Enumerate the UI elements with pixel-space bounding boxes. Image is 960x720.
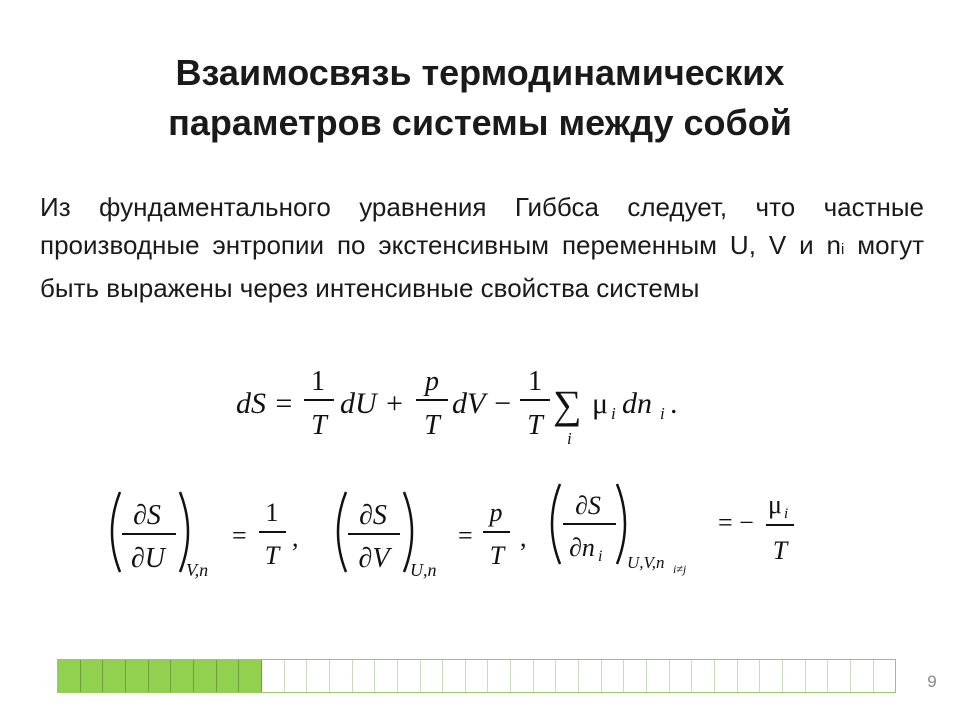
progress-cell-filled: [239, 660, 262, 692]
progress-cell-empty: [421, 660, 444, 692]
gibbs-t1-num: 1: [311, 366, 325, 397]
slide-title-line-2: параметров системы между собой: [168, 102, 792, 143]
partial-2-den: ∂V: [358, 543, 390, 574]
progress-cell-empty: [466, 660, 489, 692]
gibbs-t2-num: p: [425, 366, 439, 397]
progress-cell-empty: [738, 660, 761, 692]
progress-cell-filled: [103, 660, 126, 692]
progress-cell-empty: [874, 660, 896, 692]
progress-cell-filled: [171, 660, 194, 692]
partial-3-sub-sub: i≠j: [673, 562, 687, 576]
gibbs-lhs: dS =: [236, 387, 294, 420]
partial-3-rnum-sub: i: [784, 506, 789, 522]
progress-cell-empty: [443, 660, 466, 692]
progress-cell-empty: [715, 660, 738, 692]
gibbs-t2-var: dV −: [452, 387, 513, 420]
progress-cell-empty: [285, 660, 308, 692]
progress-cell-empty: [534, 660, 557, 692]
gibbs-mu-sub: i: [611, 404, 616, 423]
progress-cell-empty: [806, 660, 829, 692]
partial-3-den-sub: i: [598, 548, 603, 565]
partial-2-sep: ,: [520, 523, 527, 552]
progress-cell-empty: [692, 660, 715, 692]
partial-2-sub: U,n: [410, 560, 437, 580]
gibbs-sum-sign: ∑: [553, 382, 582, 427]
gibbs-t1-den: T: [311, 410, 327, 441]
progress-cell-empty: [488, 660, 511, 692]
gibbs-end: .: [670, 387, 678, 420]
progress-cell-empty: [760, 660, 783, 692]
body-text-part-1: Из фундаментального уравнения Гиббса следует, что частные производные энтропии по экстенсивным переменным U, V и n: [40, 192, 924, 260]
progress-cell-empty: [851, 660, 874, 692]
progress-cell-empty: [647, 660, 670, 692]
gibbs-dn: dn: [622, 387, 652, 420]
progress-cell-empty: [624, 660, 647, 692]
progress-cell-empty: [511, 660, 534, 692]
body-text-subscript: i: [841, 241, 845, 258]
progress-cell-empty: [330, 660, 353, 692]
progress-cell-empty: [353, 660, 376, 692]
progress-cell-empty: [602, 660, 625, 692]
partial-1-num: ∂S: [133, 500, 161, 531]
partial-1-eq: =: [232, 521, 247, 550]
partial-3-rnum: μ: [768, 490, 782, 519]
progress-cell-filled: [126, 660, 149, 692]
progress-cell-empty: [556, 660, 579, 692]
gibbs-mu: μ: [592, 387, 609, 420]
progress-cell-empty: [783, 660, 806, 692]
body-text-part-2: могут быть выражены через интенсивные свойства системы: [40, 230, 925, 303]
partial-2-eq: =: [458, 521, 473, 550]
page-number: 9: [927, 672, 937, 691]
progress-cell-empty: [262, 660, 285, 692]
progress-cell-filled: [194, 660, 217, 692]
progress-cell-filled: [149, 660, 172, 692]
progress-cell-empty: [828, 660, 851, 692]
slide-title-line-1: Взаимосвязь термодинамических: [175, 52, 785, 93]
progress-cell-filled: [58, 660, 81, 692]
slide-progress-bar: [57, 659, 896, 693]
partial-1-rden: T: [264, 541, 280, 570]
progress-cell-empty: [375, 660, 398, 692]
partial-2-rnum: p: [489, 498, 503, 527]
gibbs-t1-var: dU +: [340, 387, 405, 420]
partial-1-sub: V,n: [186, 560, 209, 580]
gibbs-sum-index: i: [567, 429, 572, 448]
partial-1-rnum: 1: [265, 498, 279, 527]
progress-cell-empty: [307, 660, 330, 692]
gibbs-t3-num: 1: [528, 366, 542, 397]
gibbs-t3-den: T: [527, 410, 543, 441]
partial-2-rden: T: [489, 541, 505, 570]
partial-1-den: ∂U: [130, 543, 166, 574]
partial-2-num: ∂S: [359, 500, 387, 531]
gibbs-t2-den: T: [424, 410, 440, 441]
partial-3-den: ∂n: [569, 533, 595, 562]
partial-3-eq: = −: [718, 508, 754, 537]
partial-3-sub: U,V,n: [627, 553, 665, 572]
progress-cell-empty: [579, 660, 602, 692]
partial-3-num: ∂S: [575, 491, 601, 520]
progress-cell-empty: [670, 660, 693, 692]
partial-1-sep: ,: [292, 523, 299, 552]
progress-cell-empty: [398, 660, 421, 692]
gibbs-dn-sub: i: [660, 404, 665, 423]
progress-cell-filled: [217, 660, 240, 692]
progress-cell-filled: [81, 660, 104, 692]
partial-3-rden: T: [772, 536, 788, 565]
